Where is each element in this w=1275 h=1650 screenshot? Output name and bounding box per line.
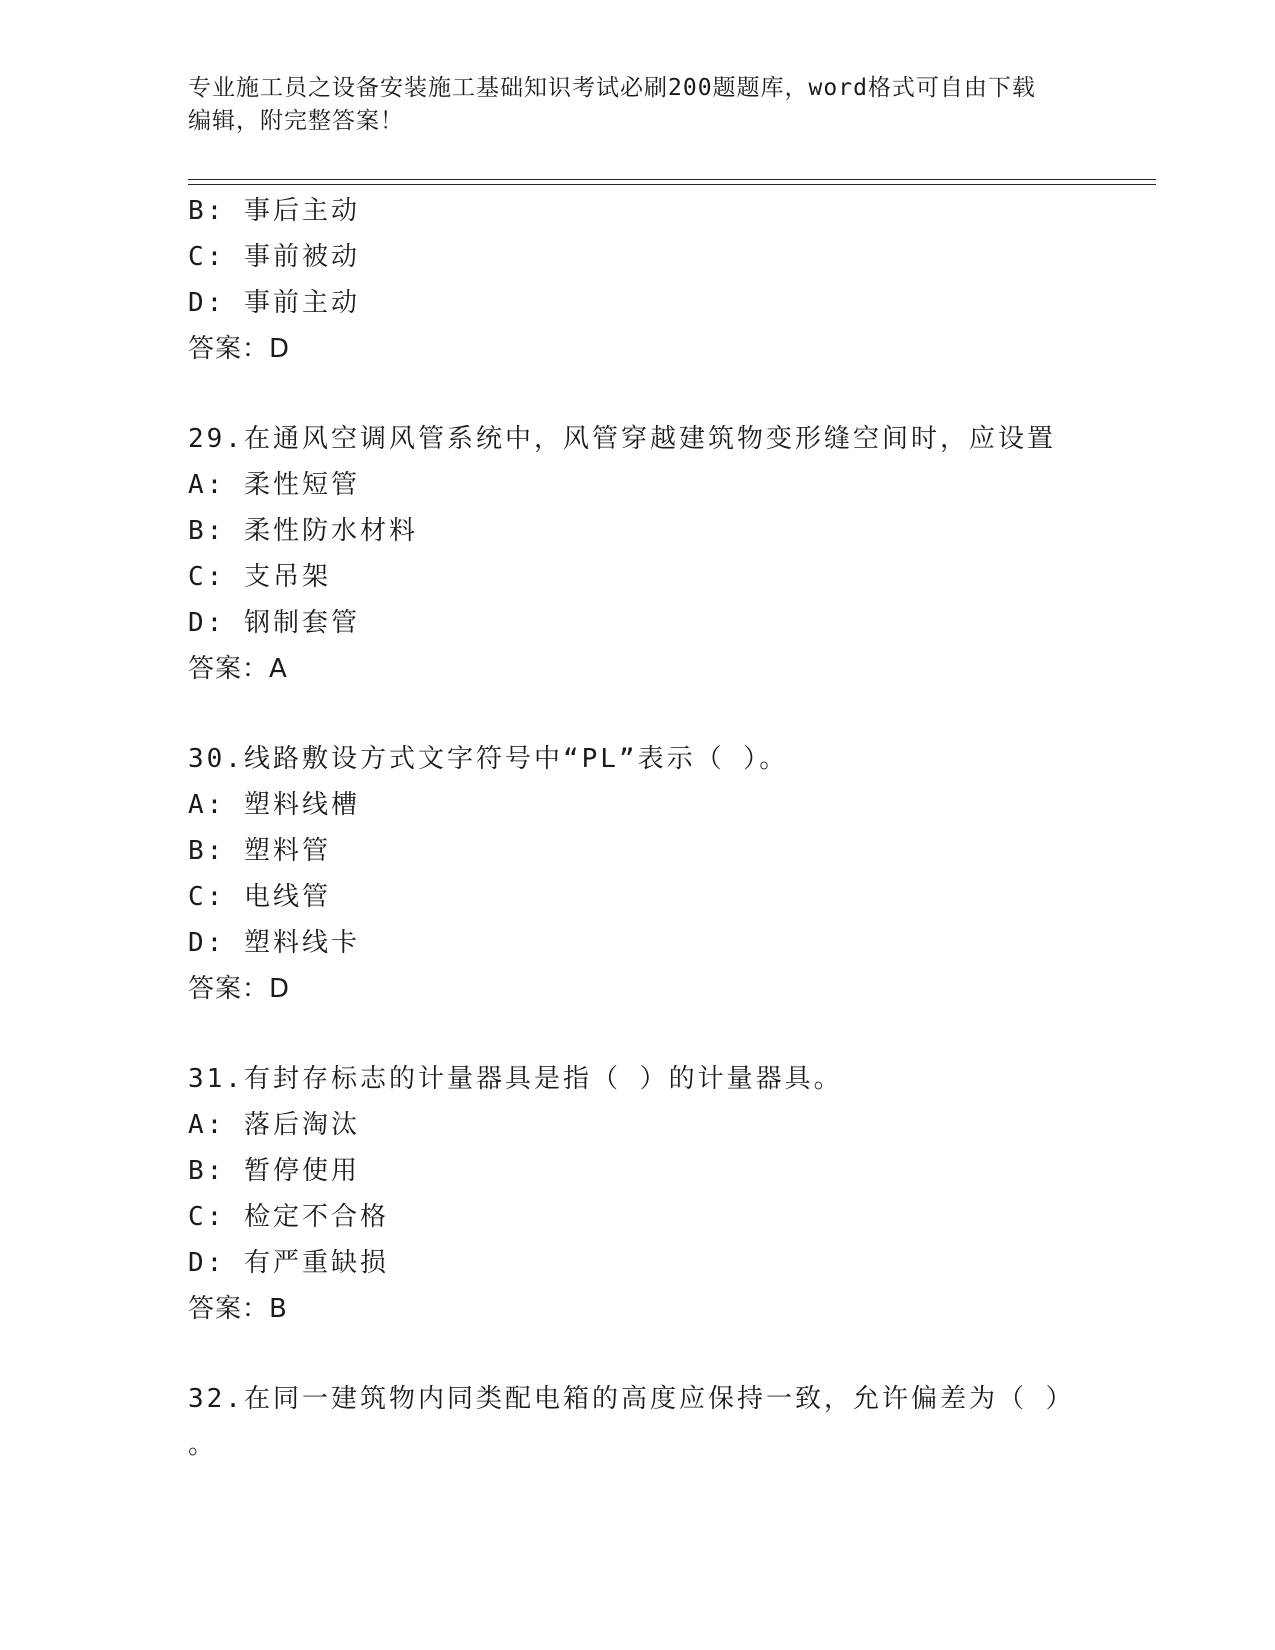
question-stem: 30.线路敷设方式文字符号中“PL”表示（ ）。	[188, 744, 789, 774]
question-stem: 29.在通风空调风管系统中，风管穿越建筑物变形缝空间时，应设置	[188, 424, 1056, 454]
answer-line: 答案：D	[188, 974, 291, 1004]
option-d: D: 塑料线卡	[188, 928, 360, 958]
option-d: D: 有严重缺损	[188, 1248, 389, 1278]
header-divider-top	[188, 179, 1156, 180]
option-b: B: 暂停使用	[188, 1156, 360, 1186]
question-stem: 31.有封存标志的计量器具是指（ ）的计量器具。	[188, 1064, 843, 1094]
question-stem-continuation: 。	[188, 1430, 218, 1460]
header-divider-bottom	[188, 184, 1156, 185]
option-c: C: 检定不合格	[188, 1202, 389, 1232]
option-a: A: 塑料线槽	[188, 790, 360, 820]
question-stem: 32.在同一建筑物内同类配电箱的高度应保持一致，允许偏差为（ ）	[188, 1384, 1075, 1414]
question-30	[188, 736, 1088, 1012]
answer-line: 答案：A	[188, 654, 288, 684]
question-31	[188, 1056, 1088, 1332]
answer-line: 答案：D	[188, 334, 291, 364]
question-list	[188, 188, 1088, 1468]
option-b: B: 柔性防水材料	[188, 516, 418, 546]
option-a: A: 落后淘汰	[188, 1110, 360, 1140]
option-d: D: 事前主动	[188, 288, 360, 318]
question-29	[188, 416, 1088, 692]
question-28-continuation	[188, 188, 1088, 372]
option-c: C: 支吊架	[188, 562, 331, 592]
option-a: A: 柔性短管	[188, 470, 360, 500]
option-c: C: 电线管	[188, 882, 331, 912]
option-b: B: 事后主动	[188, 196, 360, 226]
document-header	[188, 72, 1088, 138]
option-b: B: 塑料管	[188, 836, 331, 866]
header-line-1: 专业施工员之设备安装施工基础知识考试必刷200题题库，word格式可自由下载	[188, 75, 1036, 101]
question-32	[188, 1376, 1088, 1468]
answer-line: 答案：B	[188, 1294, 288, 1324]
header-line-2: 编辑，附完整答案！	[188, 108, 404, 134]
option-d: D: 钢制套管	[188, 608, 360, 638]
option-c: C: 事前被动	[188, 242, 360, 272]
